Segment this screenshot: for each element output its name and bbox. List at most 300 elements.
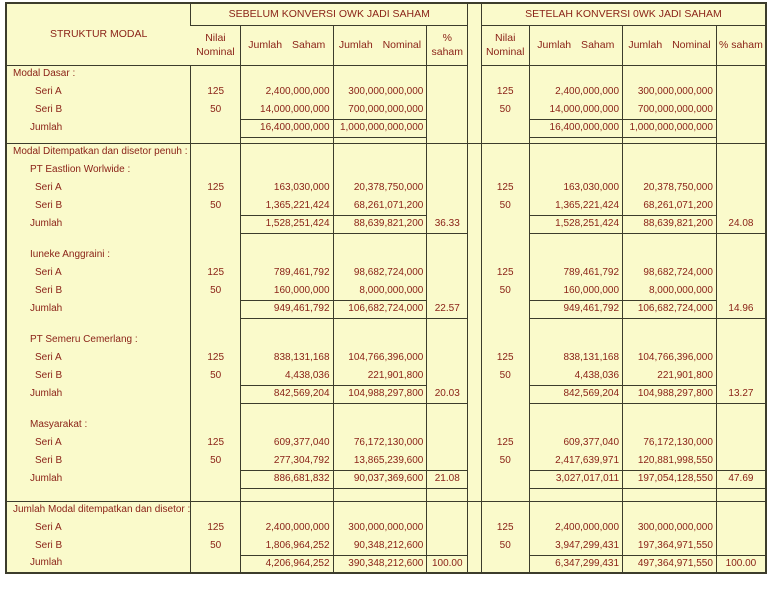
table-row: [6, 179, 766, 197]
nilai-nominal-before: [191, 470, 241, 488]
table-row: [6, 555, 766, 573]
pct-saham-after: [716, 101, 766, 119]
nilai-nominal-before: 125: [191, 434, 241, 452]
table-row: [6, 367, 766, 385]
nilai-nominal-before: [191, 215, 241, 233]
jumlah-saham-before: [241, 161, 334, 179]
jumlah-saham-after: 3,947,299,431: [529, 537, 622, 555]
nilai-nominal-after: [481, 501, 529, 519]
table-header-row-groups: [6, 3, 766, 25]
nilai-nominal-before: 50: [191, 367, 241, 385]
nilai-nominal-before: [191, 143, 241, 161]
jumlah-saham-after: [529, 416, 622, 434]
jumlah-nominal-after: 1,000,000,000,000: [623, 119, 717, 137]
pct-saham-after: [716, 416, 766, 434]
table-row: [6, 403, 766, 416]
gap-column: [468, 300, 482, 318]
jumlah-nominal-before: 90,037,369,600: [333, 470, 427, 488]
nilai-nominal-after: [481, 555, 529, 573]
table-row: [6, 331, 766, 349]
pct-saham-after: [716, 519, 766, 537]
jumlah-saham-after: 949,461,792: [529, 300, 622, 318]
pct-saham-after: [716, 179, 766, 197]
column-group-header-before: SEBELUM KONVERSI OWK JADI SAHAM: [191, 3, 468, 25]
jumlah-saham-after: 6,347,299,431: [529, 555, 622, 573]
table-row: [6, 519, 766, 537]
nilai-nominal-before: [191, 246, 241, 264]
row-label: [6, 318, 191, 331]
pct-saham-after: [716, 488, 766, 501]
jumlah-saham-before: [241, 143, 334, 161]
jumlah-saham-after: [529, 318, 622, 331]
jumlah-saham-before: 16,400,000,000: [241, 119, 334, 137]
table-row: [6, 282, 766, 300]
row-label: Jumlah: [30, 387, 63, 399]
row-label: Seri B: [35, 454, 63, 466]
jumlah-nominal-before: 300,000,000,000: [333, 83, 427, 101]
row-label: Modal Ditempatkan dan disetor penuh :: [6, 143, 191, 161]
jumlah-saham-after: [529, 143, 622, 161]
pct-saham-before: [427, 119, 468, 137]
gap-column: [468, 416, 482, 434]
nilai-nominal-after: 125: [481, 179, 529, 197]
gap-column: [468, 331, 482, 349]
row-label: Seri B: [35, 284, 63, 296]
jumlah-nominal-before: 221,901,800: [333, 367, 427, 385]
nilai-nominal-after: [481, 300, 529, 318]
gap-column: [468, 246, 482, 264]
gap-column: [468, 488, 482, 501]
row-label: Modal Dasar :: [13, 68, 76, 79]
table-row: [6, 215, 766, 233]
jumlah-nominal-before: 104,766,396,000: [333, 349, 427, 367]
nilai-nominal-after: [481, 385, 529, 403]
row-label: PT Eastlion Worlwide :: [30, 163, 131, 175]
gap-column: [468, 161, 482, 179]
jumlah-saham-after: 2,400,000,000: [529, 519, 622, 537]
jumlah-nominal-after: 8,000,000,000: [623, 282, 717, 300]
jumlah-saham-after: 4,438,036: [529, 367, 622, 385]
row-label: Seri B: [35, 539, 63, 551]
gap-column: [468, 537, 482, 555]
jumlah-saham-after: 160,000,000: [529, 282, 622, 300]
table-row: [6, 264, 766, 282]
nilai-nominal-before: [191, 300, 241, 318]
jumlah-nominal-before: 106,682,724,000: [333, 300, 427, 318]
row-label: Seri A: [35, 85, 62, 97]
table-row: [6, 65, 766, 83]
pct-saham-after: 13.27: [716, 385, 766, 403]
nilai-nominal-before: [191, 555, 241, 573]
table-row: [6, 434, 766, 452]
nilai-nominal-after: [481, 470, 529, 488]
pct-saham-before: [427, 282, 468, 300]
jumlah-nominal-after: [623, 501, 717, 519]
gap-column: [468, 101, 482, 119]
jumlah-nominal-after: 20,378,750,000: [623, 179, 717, 197]
nilai-nominal-after: [481, 65, 529, 83]
nilai-nominal-after: 50: [481, 101, 529, 119]
jumlah-saham-before: [241, 233, 334, 246]
nilai-nominal-before: 50: [191, 537, 241, 555]
row-label: Seri A: [35, 181, 62, 193]
jumlah-nominal-after: 497,364,971,550: [623, 555, 717, 573]
pct-saham-after: [716, 119, 766, 137]
nilai-nominal-before: 125: [191, 179, 241, 197]
pct-saham-before: 36.33: [427, 215, 468, 233]
jumlah-saham-after: 16,400,000,000: [529, 119, 622, 137]
row-label: Seri A: [35, 351, 62, 363]
gap-column: [468, 215, 482, 233]
nilai-nominal-after: 125: [481, 83, 529, 101]
jumlah-nominal-before: 90,348,212,600: [333, 537, 427, 555]
jumlah-saham-after: 14,000,000,000: [529, 101, 622, 119]
jumlah-saham-after: 2,417,639,971: [529, 452, 622, 470]
gap-column: [468, 501, 482, 519]
column-header-jumlah-nominal-before: Jumlah Nominal: [333, 25, 427, 65]
jumlah-nominal-after: [623, 161, 717, 179]
gap-column: [468, 3, 482, 25]
jumlah-saham-before: [241, 501, 334, 519]
jumlah-nominal-after: [623, 488, 717, 501]
nilai-nominal-after: 50: [481, 537, 529, 555]
jumlah-nominal-after: [623, 65, 717, 83]
jumlah-saham-before: 2,400,000,000: [241, 519, 334, 537]
column-header-nilai-nominal-after: Nilai Nominal: [481, 25, 529, 65]
nilai-nominal-after: [481, 161, 529, 179]
jumlah-saham-after: [529, 161, 622, 179]
jumlah-nominal-before: [333, 403, 427, 416]
column-header-jumlah-saham-after: Jumlah Saham: [529, 25, 622, 65]
jumlah-saham-before: 14,000,000,000: [241, 101, 334, 119]
pct-saham-before: [427, 83, 468, 101]
jumlah-nominal-before: 390,348,212,600: [333, 555, 427, 573]
row-label: [6, 403, 191, 416]
pct-saham-before: 20.03: [427, 385, 468, 403]
nilai-nominal-after: 125: [481, 519, 529, 537]
capital-structure-table: [5, 2, 767, 574]
table-row: [6, 501, 766, 519]
jumlah-saham-before: 842,569,204: [241, 385, 334, 403]
jumlah-saham-after: 2,400,000,000: [529, 83, 622, 101]
pct-saham-before: [427, 501, 468, 519]
nilai-nominal-after: [481, 488, 529, 501]
pct-saham-after: [716, 197, 766, 215]
pct-saham-before: [427, 161, 468, 179]
jumlah-saham-after: 1,528,251,424: [529, 215, 622, 233]
gap-column: [468, 470, 482, 488]
jumlah-saham-after: 789,461,792: [529, 264, 622, 282]
nilai-nominal-before: [191, 119, 241, 137]
table-row: [6, 488, 766, 501]
pct-saham-after: [716, 161, 766, 179]
row-label: Masyarakat :: [30, 418, 88, 430]
jumlah-nominal-after: 88,639,821,200: [623, 215, 717, 233]
jumlah-nominal-after: [623, 246, 717, 264]
jumlah-nominal-after: 300,000,000,000: [623, 519, 717, 537]
nilai-nominal-before: [191, 318, 241, 331]
jumlah-nominal-after: 104,766,396,000: [623, 349, 717, 367]
pct-saham-after: [716, 367, 766, 385]
jumlah-saham-before: 4,206,964,252: [241, 555, 334, 573]
pct-saham-before: 22.57: [427, 300, 468, 318]
pct-saham-before: [427, 519, 468, 537]
pct-saham-before: [427, 179, 468, 197]
column-header-pct-saham-after: % saham: [716, 25, 766, 65]
table-row: [6, 143, 766, 161]
pct-saham-after: [716, 349, 766, 367]
table-row: [6, 197, 766, 215]
jumlah-nominal-after: [623, 403, 717, 416]
nilai-nominal-before: [191, 403, 241, 416]
row-label: Seri A: [35, 521, 62, 533]
nilai-nominal-after: 50: [481, 452, 529, 470]
row-label: Jumlah: [30, 557, 63, 569]
jumlah-nominal-after: [623, 143, 717, 161]
jumlah-saham-before: 1,528,251,424: [241, 215, 334, 233]
jumlah-nominal-before: [333, 143, 427, 161]
pct-saham-before: 100.00: [427, 555, 468, 573]
jumlah-nominal-before: 88,639,821,200: [333, 215, 427, 233]
jumlah-nominal-before: 300,000,000,000: [333, 519, 427, 537]
pct-saham-before: [427, 403, 468, 416]
gap-column: [468, 65, 482, 83]
gap-column: [468, 385, 482, 403]
nilai-nominal-after: 125: [481, 349, 529, 367]
jumlah-nominal-before: [333, 416, 427, 434]
jumlah-nominal-after: 700,000,000,000: [623, 101, 717, 119]
row-label: Seri A: [35, 436, 62, 448]
nilai-nominal-before: 125: [191, 83, 241, 101]
column-header-jumlah-nominal-after: Jumlah Nominal: [623, 25, 717, 65]
jumlah-nominal-before: 700,000,000,000: [333, 101, 427, 119]
pct-saham-before: [427, 452, 468, 470]
nilai-nominal-after: [481, 215, 529, 233]
jumlah-nominal-before: 8,000,000,000: [333, 282, 427, 300]
jumlah-nominal-before: [333, 331, 427, 349]
jumlah-saham-before: [241, 246, 334, 264]
pct-saham-before: [427, 331, 468, 349]
jumlah-nominal-before: 68,261,071,200: [333, 197, 427, 215]
nilai-nominal-before: [191, 488, 241, 501]
table-row: [6, 83, 766, 101]
jumlah-saham-after: [529, 246, 622, 264]
column-header-jumlah-saham-before: Jumlah Saham: [241, 25, 334, 65]
jumlah-saham-after: 3,027,017,011: [529, 470, 622, 488]
pct-saham-before: [427, 537, 468, 555]
jumlah-nominal-after: 197,364,971,550: [623, 537, 717, 555]
jumlah-saham-before: 838,131,168: [241, 349, 334, 367]
column-header-pct-saham-before: % saham: [427, 25, 468, 65]
table-row: [6, 385, 766, 403]
jumlah-saham-after: [529, 233, 622, 246]
row-label: Seri B: [35, 199, 63, 211]
row-label: Iuneke Anggraini :: [30, 248, 111, 260]
jumlah-saham-before: [241, 488, 334, 501]
pct-saham-before: [427, 434, 468, 452]
jumlah-saham-before: 886,681,832: [241, 470, 334, 488]
pct-saham-after: 14.96: [716, 300, 766, 318]
table-row: [6, 537, 766, 555]
table-row: [6, 161, 766, 179]
gap-column: [468, 143, 482, 161]
gap-column: [468, 119, 482, 137]
pct-saham-before: [427, 264, 468, 282]
nilai-nominal-before: [191, 501, 241, 519]
jumlah-saham-before: 949,461,792: [241, 300, 334, 318]
jumlah-saham-after: [529, 65, 622, 83]
jumlah-saham-before: [241, 65, 334, 83]
pct-saham-after: 24.08: [716, 215, 766, 233]
pct-saham-before: [427, 416, 468, 434]
pct-saham-before: 21.08: [427, 470, 468, 488]
pct-saham-after: [716, 264, 766, 282]
nilai-nominal-after: 50: [481, 282, 529, 300]
pct-saham-before: [427, 143, 468, 161]
column-group-header-after: SETELAH KONVERSI 0WK JADI SAHAM: [481, 3, 766, 25]
nilai-nominal-before: 50: [191, 452, 241, 470]
pct-saham-after: 47.69: [716, 470, 766, 488]
table-body: [6, 3, 766, 573]
jumlah-nominal-before: [333, 318, 427, 331]
nilai-nominal-before: 125: [191, 349, 241, 367]
nilai-nominal-after: [481, 119, 529, 137]
jumlah-nominal-after: 300,000,000,000: [623, 83, 717, 101]
nilai-nominal-after: [481, 403, 529, 416]
nilai-nominal-after: [481, 416, 529, 434]
pct-saham-before: [427, 233, 468, 246]
pct-saham-after: [716, 452, 766, 470]
pct-saham-before: [427, 65, 468, 83]
jumlah-nominal-before: 76,172,130,000: [333, 434, 427, 452]
row-label: Jumlah: [30, 472, 63, 484]
jumlah-nominal-after: 106,682,724,000: [623, 300, 717, 318]
nilai-nominal-before: 50: [191, 282, 241, 300]
row-label: Seri B: [35, 369, 63, 381]
jumlah-nominal-before: [333, 161, 427, 179]
nilai-nominal-before: [191, 65, 241, 83]
table-row: [6, 119, 766, 137]
pct-saham-before: [427, 101, 468, 119]
table-row: [6, 246, 766, 264]
nilai-nominal-before: 50: [191, 101, 241, 119]
row-label: Jumlah Modal ditempatkan dan disetor :: [6, 501, 191, 519]
jumlah-nominal-before: 98,682,724,000: [333, 264, 427, 282]
pct-saham-before: [427, 488, 468, 501]
row-label: Seri B: [35, 103, 63, 115]
gap-column: [468, 434, 482, 452]
nilai-nominal-before: [191, 331, 241, 349]
jumlah-nominal-after: [623, 233, 717, 246]
pct-saham-after: [716, 403, 766, 416]
table-row: [6, 416, 766, 434]
jumlah-saham-before: 1,365,221,424: [241, 197, 334, 215]
row-label: Jumlah: [30, 302, 63, 314]
gap-column: [468, 25, 482, 65]
jumlah-nominal-after: [623, 416, 717, 434]
gap-column: [468, 318, 482, 331]
jumlah-nominal-after: 120,881,998,550: [623, 452, 717, 470]
jumlah-nominal-after: 221,901,800: [623, 367, 717, 385]
jumlah-saham-before: 277,304,792: [241, 452, 334, 470]
pct-saham-after: [716, 65, 766, 83]
nilai-nominal-after: [481, 318, 529, 331]
gap-column: [468, 452, 482, 470]
gap-column: [468, 179, 482, 197]
pct-saham-after: [716, 501, 766, 519]
pct-saham-after: [716, 282, 766, 300]
pct-saham-after: [716, 143, 766, 161]
jumlah-nominal-before: [333, 65, 427, 83]
table-row: [6, 452, 766, 470]
jumlah-saham-before: 1,806,964,252: [241, 537, 334, 555]
nilai-nominal-before: 125: [191, 519, 241, 537]
pct-saham-after: [716, 233, 766, 246]
jumlah-nominal-before: 104,988,297,800: [333, 385, 427, 403]
gap-column: [468, 83, 482, 101]
gap-column: [468, 264, 482, 282]
jumlah-saham-before: 789,461,792: [241, 264, 334, 282]
gap-column: [468, 555, 482, 573]
gap-column: [468, 367, 482, 385]
nilai-nominal-after: 50: [481, 197, 529, 215]
nilai-nominal-after: 50: [481, 367, 529, 385]
row-label: PT Semeru Cemerlang :: [30, 333, 138, 345]
jumlah-saham-before: [241, 331, 334, 349]
jumlah-nominal-before: 13,865,239,600: [333, 452, 427, 470]
jumlah-nominal-before: [333, 233, 427, 246]
jumlah-saham-before: [241, 318, 334, 331]
nilai-nominal-before: [191, 385, 241, 403]
pct-saham-before: [427, 246, 468, 264]
nilai-nominal-after: [481, 143, 529, 161]
jumlah-saham-after: [529, 501, 622, 519]
jumlah-saham-before: [241, 403, 334, 416]
pct-saham-after: [716, 537, 766, 555]
jumlah-saham-after: [529, 403, 622, 416]
pct-saham-after: [716, 83, 766, 101]
column-header-struktur-modal: STRUKTUR MODAL: [6, 3, 191, 65]
jumlah-saham-before: 2,400,000,000: [241, 83, 334, 101]
nilai-nominal-before: 125: [191, 264, 241, 282]
jumlah-saham-after: 842,569,204: [529, 385, 622, 403]
jumlah-saham-before: 4,438,036: [241, 367, 334, 385]
jumlah-nominal-after: 76,172,130,000: [623, 434, 717, 452]
gap-column: [468, 519, 482, 537]
jumlah-nominal-after: 98,682,724,000: [623, 264, 717, 282]
jumlah-nominal-after: [623, 318, 717, 331]
jumlah-saham-after: 609,377,040: [529, 434, 622, 452]
jumlah-saham-after: 838,131,168: [529, 349, 622, 367]
gap-column: [468, 349, 482, 367]
jumlah-saham-before: 163,030,000: [241, 179, 334, 197]
row-label: Jumlah: [30, 121, 63, 133]
nilai-nominal-before: 50: [191, 197, 241, 215]
jumlah-saham-before: [241, 416, 334, 434]
jumlah-nominal-after: [623, 331, 717, 349]
jumlah-saham-before: 609,377,040: [241, 434, 334, 452]
row-label: Seri A: [35, 266, 62, 278]
jumlah-saham-after: [529, 488, 622, 501]
table-row: [6, 101, 766, 119]
table-row: [6, 318, 766, 331]
pct-saham-before: [427, 367, 468, 385]
nilai-nominal-after: [481, 331, 529, 349]
jumlah-saham-after: 163,030,000: [529, 179, 622, 197]
gap-column: [468, 197, 482, 215]
jumlah-nominal-before: 1,000,000,000,000: [333, 119, 427, 137]
jumlah-saham-after: [529, 331, 622, 349]
